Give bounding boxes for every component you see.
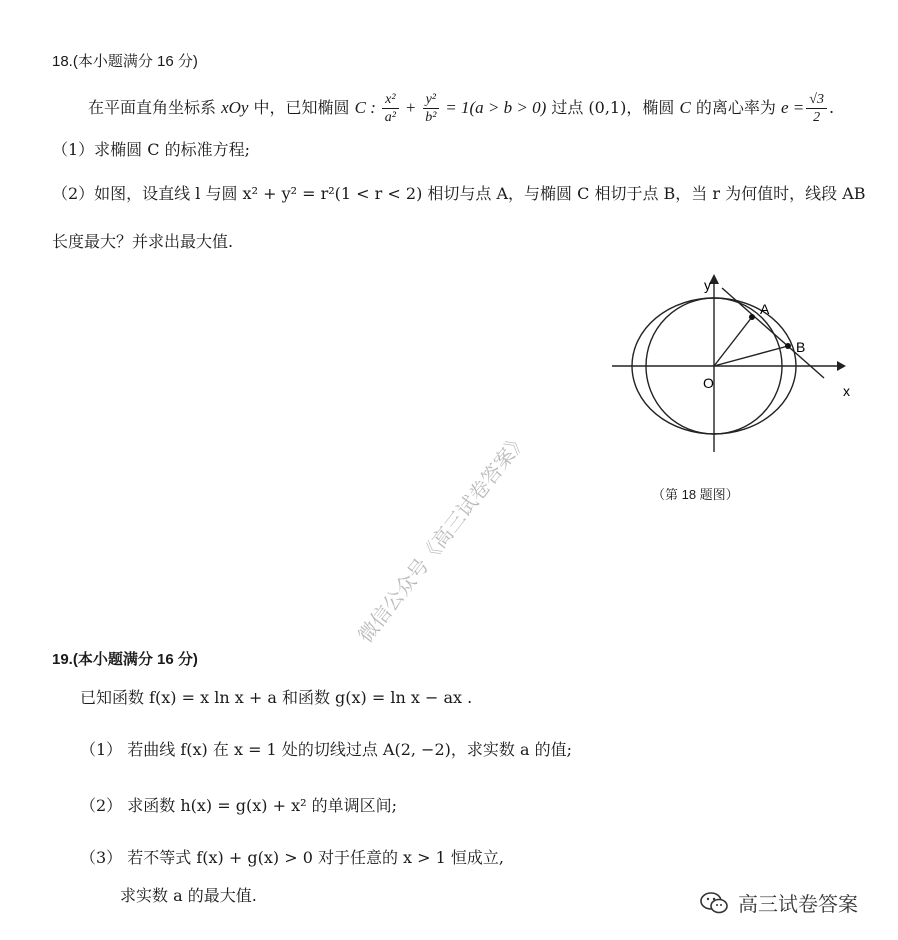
plus-sign: +	[400, 98, 421, 117]
label-x: x	[843, 383, 850, 399]
label-y: y	[704, 277, 711, 293]
equation-tail: = 1(a > b > 0)	[441, 98, 547, 117]
intro-prefix: 在平面直角坐标系	[88, 98, 222, 117]
through-point: 过点 (0,1)，椭圆	[546, 98, 680, 117]
fraction-y-num: y²	[423, 91, 439, 109]
fraction-y	[423, 91, 439, 126]
ellipse-name: C	[354, 98, 366, 117]
q18-header: 18.(本小题满分 16 分)	[52, 53, 198, 70]
q18-intro	[88, 88, 834, 128]
fraction-ecc-num: √3	[806, 91, 827, 109]
q19-part1: （1） 若曲线 f(x) 在 x = 1 处的切线过点 A(2, −2)，求实数 a 的值;	[80, 740, 572, 759]
fraction-x	[382, 91, 398, 126]
ecc-var: e =	[780, 98, 805, 117]
q18-part1: （1）求椭圆 C 的标准方程;	[52, 140, 250, 159]
q19-part2: （2） 求函数 h(x) = g(x) + x² 的单调区间;	[80, 796, 397, 815]
label-B: B	[796, 339, 806, 355]
q19-intro: 已知函数 f(x) = x ln x + a 和函数 g(x) = ln x − ax .	[80, 688, 473, 707]
colon: :	[366, 98, 381, 117]
radius-OA	[714, 317, 752, 366]
fraction-ecc	[806, 91, 827, 126]
point-A	[749, 314, 755, 320]
figure-caption: （第 18 题图）	[652, 487, 739, 502]
q18-figure	[612, 270, 862, 460]
x-axis-arrow	[837, 361, 846, 371]
point-B	[785, 343, 791, 349]
tangent-line	[722, 288, 824, 378]
fraction-y-den: b²	[425, 110, 437, 125]
xoy-symbol: xOy	[221, 98, 249, 117]
label-O: O	[703, 375, 714, 391]
ellipse-name-2: C	[679, 98, 691, 117]
brand-name: 高三试卷答案	[738, 892, 858, 916]
intro-mid: 中，已知椭圆	[248, 98, 355, 117]
q18-part2-line1: （2）如图，设直线 l 与圆 x² + y² = r²(1 < r < 2) 相切与点 A，与椭圆 C 相切于点 B，当 r 为何值时，线段 AB	[52, 184, 866, 203]
ecc-text: 的离心率为	[690, 98, 781, 117]
segment-OB	[714, 346, 788, 366]
q19-part3-line2: 求实数 a 的最大值.	[120, 886, 257, 905]
fraction-x-den: a²	[384, 110, 396, 125]
wechat-icon	[700, 891, 730, 915]
fraction-ecc-den: 2	[813, 110, 821, 125]
ecc-end: .	[828, 98, 835, 117]
q19-header: 19.(本小题满分 16 分)	[52, 651, 198, 668]
q19-part3-line1: （3） 若不等式 f(x) + g(x) > 0 对于任意的 x > 1 恒成立,	[80, 848, 504, 867]
label-A: A	[760, 301, 770, 317]
watermark-text: 微信公众号《高三试卷答案》	[353, 427, 533, 648]
brand-footer	[700, 888, 858, 917]
q18-part2-line2: 长度最大？并求出最大值.	[52, 232, 234, 251]
fraction-x-num: x²	[382, 91, 398, 109]
